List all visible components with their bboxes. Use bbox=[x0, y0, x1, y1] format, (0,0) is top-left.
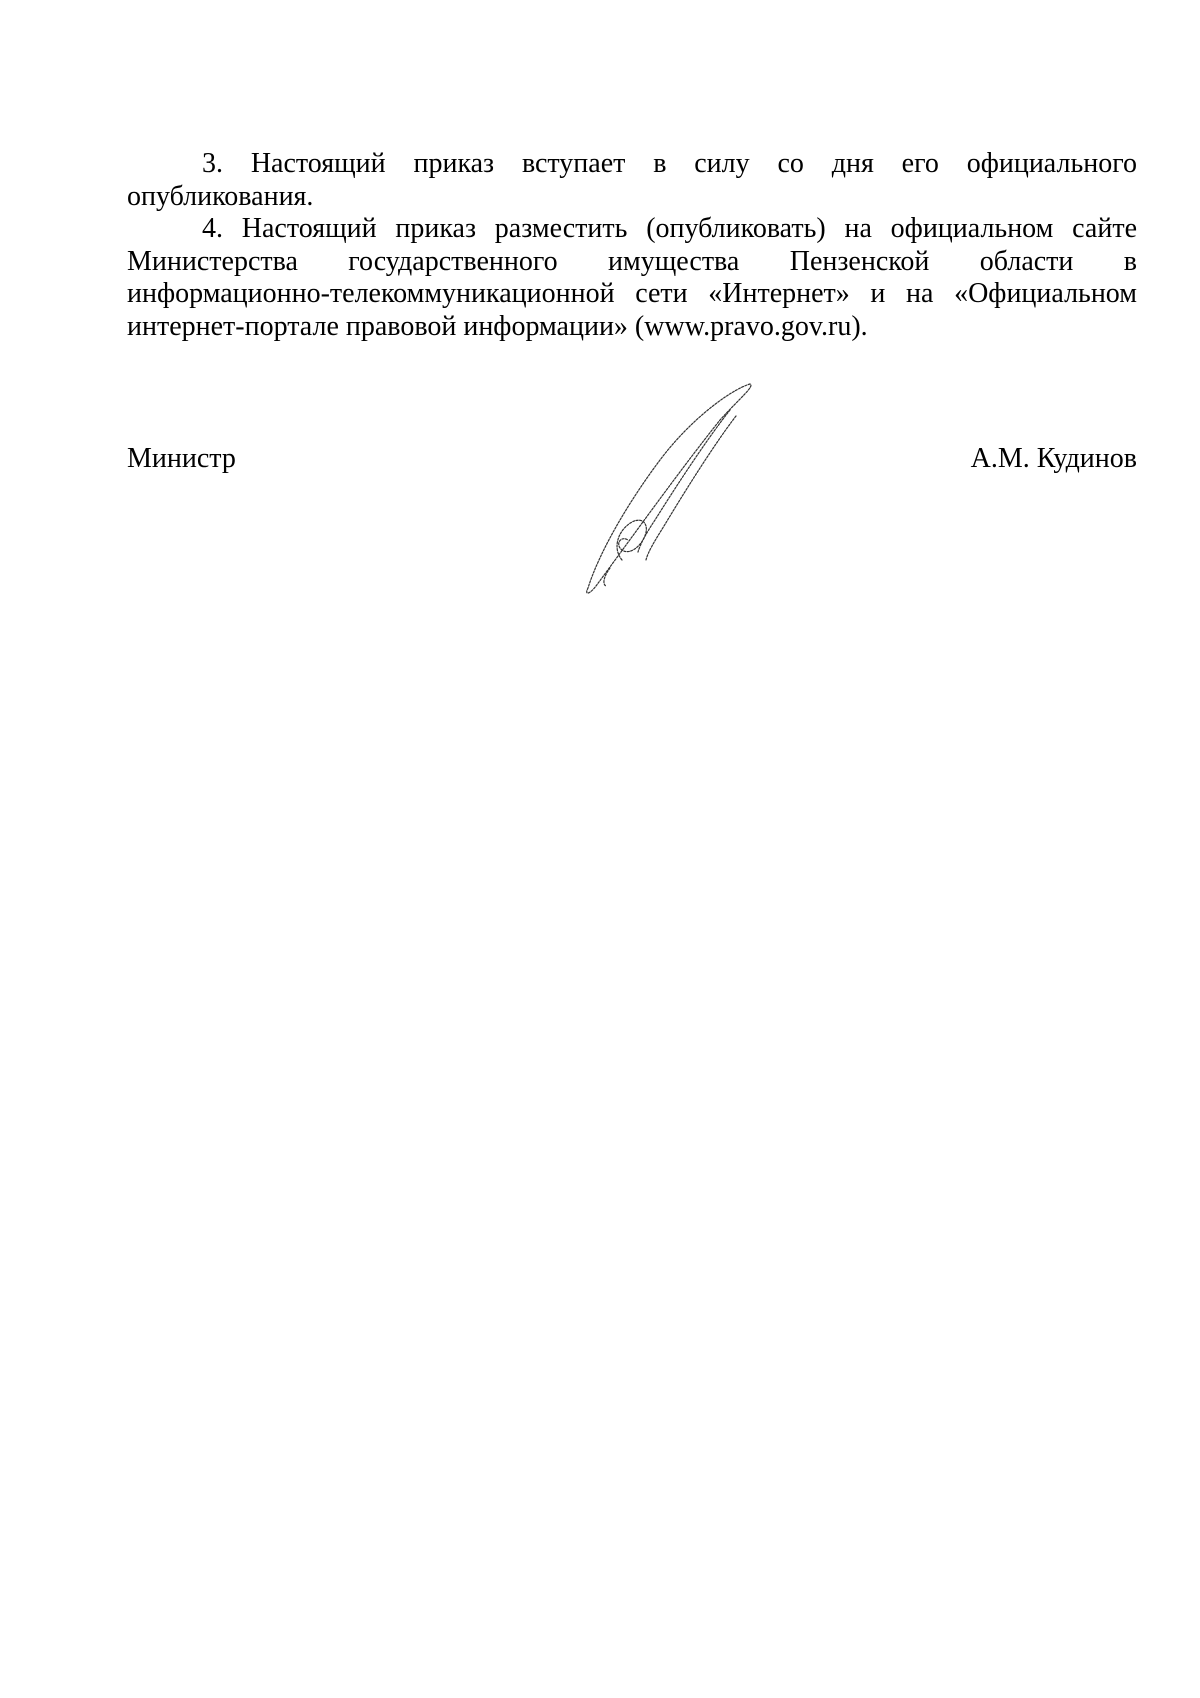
signature-stroke-inner-2 bbox=[646, 416, 736, 560]
paragraph-4-line-4: интернет-портале правовой информации» (www.pravo.gov.ru). bbox=[127, 310, 868, 342]
document-body bbox=[127, 148, 1137, 343]
paragraph-4-line-1: 4. Настоящий приказ разместить (опубликовать) на официальном сайте bbox=[202, 213, 1137, 244]
signer-position: Министр bbox=[127, 443, 236, 474]
paragraph-3: 3. Настоящий приказ вступает в силу со дня его официального опубликования. bbox=[127, 148, 1137, 212]
paragraph-4-line-3: информационно-телекоммуникационной сети «Интернет» и на «Официальном bbox=[127, 278, 1137, 309]
signer-name: А.М. Кудинов bbox=[970, 443, 1137, 474]
handwritten-signature bbox=[580, 380, 760, 600]
paragraph-4 bbox=[127, 213, 1137, 343]
signature-stroke-hook bbox=[617, 520, 646, 560]
paragraph-4-line-2: Министерства государственного имущества Пензенской области в bbox=[127, 245, 1137, 277]
